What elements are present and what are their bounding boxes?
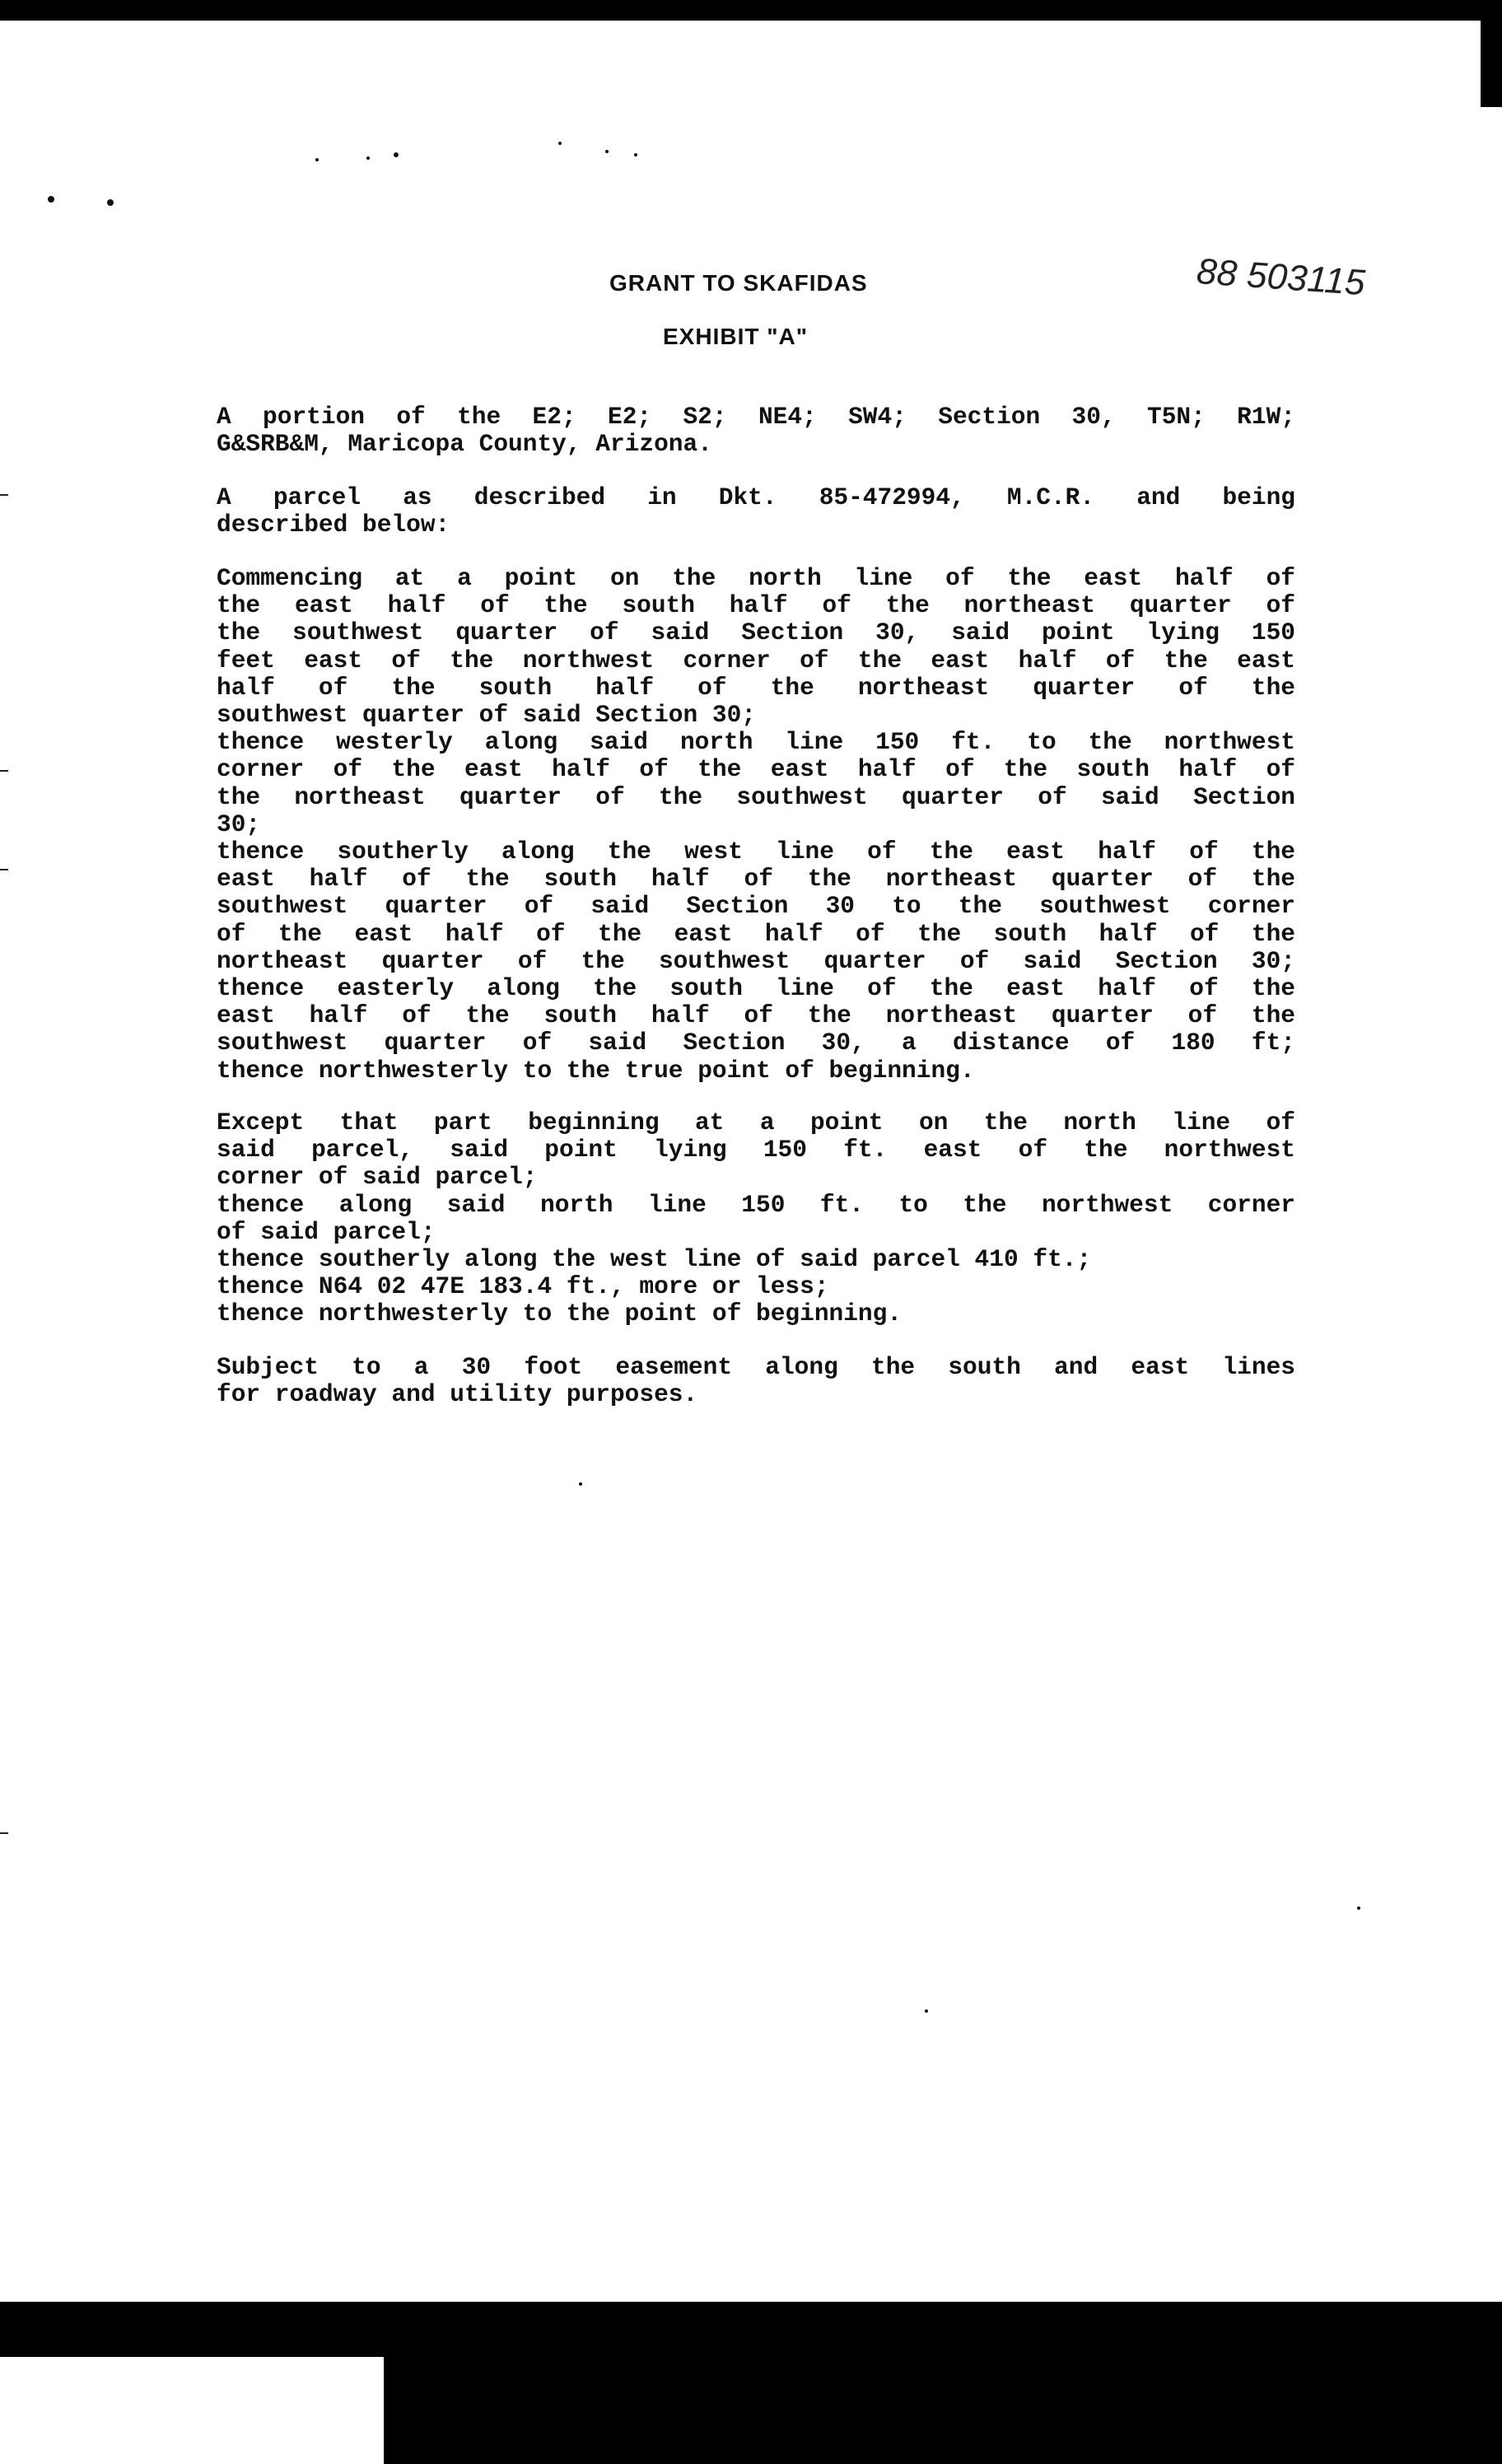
text-line: southwest quarter of said Section 30 to the southwest corner bbox=[217, 892, 1295, 921]
text-line: Commencing at a point on the north line of the east half of bbox=[217, 564, 1295, 592]
text-line: thence southerly along the west line of the east half of the bbox=[217, 838, 1295, 866]
text-line: of said parcel; bbox=[217, 1217, 436, 1246]
scan-speck bbox=[48, 196, 54, 203]
scan-speck bbox=[634, 153, 637, 156]
text-line: thence along said north line 150 ft. to the northwest corner bbox=[217, 1190, 1295, 1219]
text-line: 30; bbox=[217, 810, 261, 838]
text-line: thence southerly along the west line of said parcel 410 ft.; bbox=[217, 1245, 1092, 1274]
text-line: thence northwesterly to the point of beginning. bbox=[217, 1300, 903, 1328]
exhibit-label: EXHIBIT "A" bbox=[663, 324, 809, 349]
scan-speck bbox=[394, 152, 399, 157]
text-line: east half of the south half of the northeast quarter of the bbox=[217, 1001, 1295, 1030]
text-line: southwest quarter of said Section 30; bbox=[217, 701, 757, 730]
text-line: thence easterly along the south line of the east half of the bbox=[217, 974, 1295, 1003]
text-line: thence northwesterly to the true point of beginning. bbox=[217, 1056, 975, 1085]
margin-mark bbox=[0, 770, 8, 772]
scan-speck bbox=[107, 199, 114, 206]
text-line: corner of the east half of the east half of the south half of bbox=[217, 755, 1295, 784]
text-line: said parcel, said point lying 150 ft. east of the northwest bbox=[217, 1136, 1295, 1164]
text-line: described below: bbox=[217, 511, 450, 539]
paragraph-location bbox=[217, 404, 1295, 458]
document-title: GRANT TO SKAFIDAS bbox=[609, 270, 868, 296]
text-line: thence westerly along said north line 150 ft. to the northwest bbox=[217, 728, 1295, 757]
text-line: A portion of the E2; E2; S2; NE4; SW4; Section 30, T5N; R1W; bbox=[217, 403, 1295, 431]
paragraph-parcel-reference bbox=[217, 484, 1295, 539]
paragraph-legal-description bbox=[217, 565, 1295, 1085]
text-line: G&SRB&M, Maricopa County, Arizona. bbox=[217, 430, 712, 459]
text-line: of the east half of the east half of the south half of the bbox=[217, 919, 1295, 948]
text-line: southwest quarter of said Section 30, a distance of 180 ft; bbox=[217, 1029, 1295, 1057]
text-line: feet east of the northwest corner of the east half of the east bbox=[217, 646, 1295, 674]
text-line: the east half of the south half of the northeast quarter of bbox=[217, 591, 1295, 620]
scan-speck bbox=[925, 2009, 928, 2013]
scan-label-box bbox=[0, 2357, 384, 2464]
text-line: northeast quarter of the southwest quarter of said Section 30; bbox=[217, 946, 1295, 975]
margin-mark bbox=[0, 869, 8, 870]
text-line: half of the south half of the northeast quarter of the bbox=[217, 673, 1295, 702]
text-line: the southwest quarter of said Section 30, said point lying 150 bbox=[217, 618, 1295, 647]
text-line: Except that part beginning at a point on the north line of bbox=[217, 1108, 1295, 1136]
scan-speck bbox=[366, 156, 370, 160]
text-line: east half of the south half of the northeast quarter of the bbox=[217, 865, 1295, 894]
text-line: for roadway and utility purposes. bbox=[217, 1380, 698, 1409]
scan-speck bbox=[605, 150, 609, 153]
margin-mark bbox=[0, 1832, 8, 1834]
recording-stamp-number: 88 503115 bbox=[1195, 251, 1367, 304]
text-line: thence N64 02 47E 183.4 ft., more or less; bbox=[217, 1272, 829, 1301]
text-line: A parcel as described in Dkt. 85-472994, M.C.R. and being bbox=[217, 483, 1295, 511]
scan-speck bbox=[315, 158, 319, 161]
text-line: corner of said parcel; bbox=[217, 1163, 538, 1192]
paragraph-easement bbox=[217, 1354, 1295, 1408]
scan-speck bbox=[579, 1482, 582, 1486]
text-line: the northeast quarter of the southwest quarter of said Section bbox=[217, 782, 1295, 811]
margin-mark bbox=[0, 494, 8, 496]
scan-speck bbox=[1357, 1906, 1360, 1910]
scan-speck bbox=[558, 142, 562, 145]
page-edge-strip bbox=[1481, 107, 1502, 2302]
paragraph-exception bbox=[217, 1109, 1295, 1328]
text-line: Subject to a 30 foot easement along the south and east lines bbox=[217, 1353, 1295, 1381]
